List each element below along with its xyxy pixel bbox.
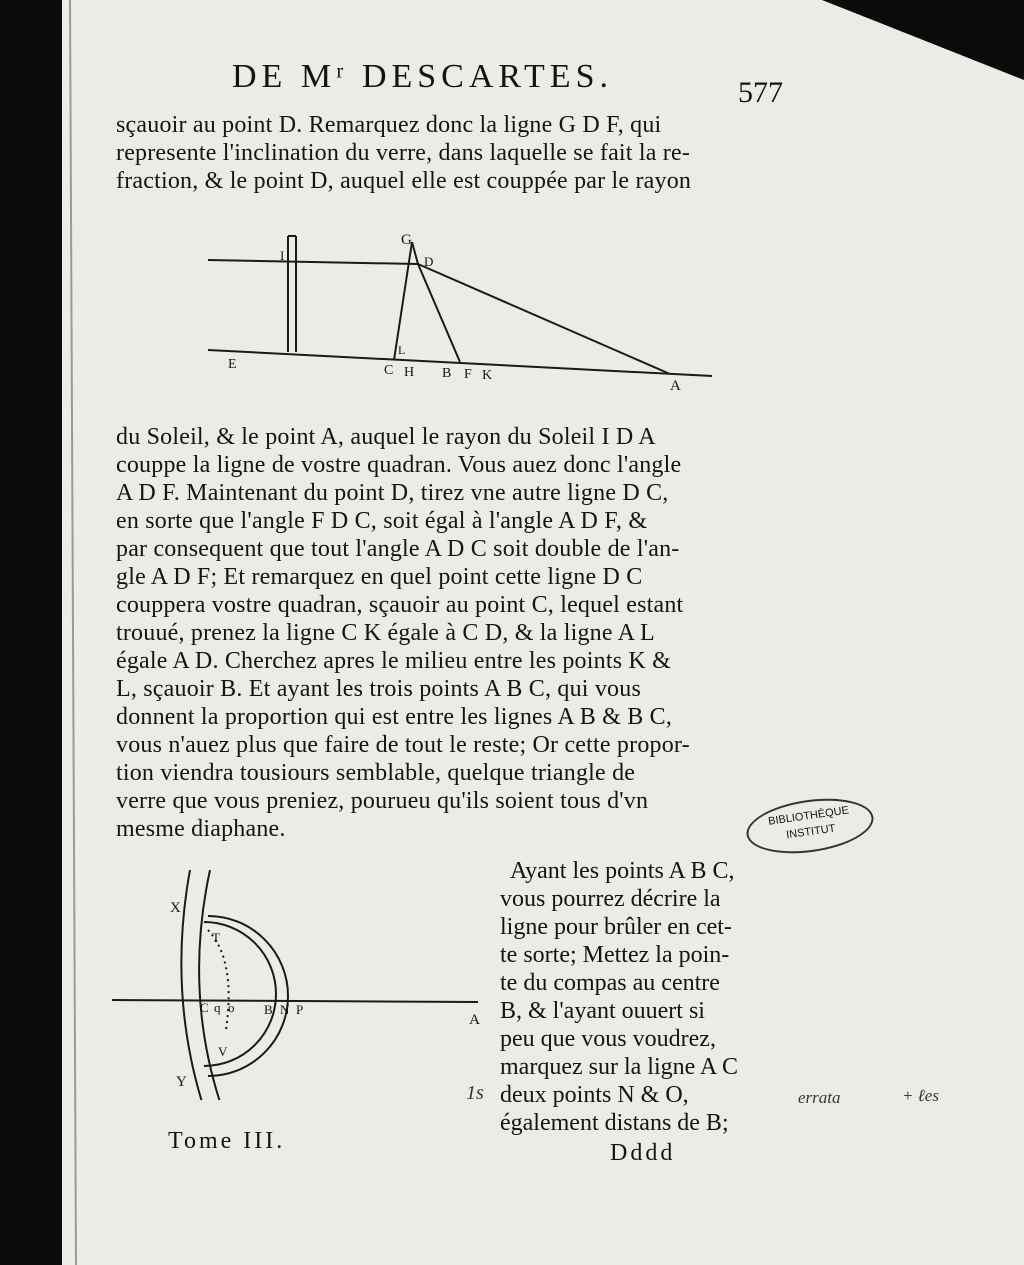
stamp-line-2: INSTITUT bbox=[785, 822, 837, 842]
axis-line-ac bbox=[112, 1000, 478, 1002]
figure-label-e: E bbox=[228, 357, 237, 372]
figure-label-v: V bbox=[218, 1044, 228, 1059]
burning-line-figure bbox=[108, 870, 488, 1100]
signature-mark: Dddd bbox=[610, 1140, 676, 1166]
page-number: 577 bbox=[738, 76, 783, 109]
text-line: verre que vous preniez, pourueu qu'ils soient tous d'vn bbox=[116, 788, 649, 814]
text-line: vous n'auez plus que faire de tout le reste; Or cette propor- bbox=[116, 732, 690, 758]
figure-label-c: C bbox=[200, 1000, 209, 1015]
text-line: sçauoir au point D. Remarquez donc la ligne G D F, qui bbox=[116, 112, 662, 138]
margin-note-errata: errata bbox=[798, 1088, 841, 1107]
text-line: couppe la ligne de vostre quadran. Vous auez donc l'angle bbox=[116, 452, 682, 478]
volume-line: Tome III. bbox=[168, 1128, 286, 1154]
figure-label-i: I bbox=[280, 248, 285, 263]
figure-label-k: K bbox=[482, 368, 493, 383]
text-line: égale A D. Cherchez apres le milieu entre les points K & bbox=[116, 648, 672, 674]
figure-label-y: Y bbox=[176, 1074, 187, 1090]
text-line: fraction, & le point D, auquel elle est couppée par le rayon bbox=[116, 168, 692, 194]
text-line: A D F. Maintenant du point D, tirez vne autre ligne D C, bbox=[116, 480, 669, 506]
side-text-line: te sorte; Mettez la poin- bbox=[500, 942, 730, 968]
sun-ray bbox=[208, 260, 418, 264]
figure-label-f: F bbox=[464, 367, 472, 382]
figure-label-a: A bbox=[670, 378, 681, 392]
dotted-construction bbox=[208, 930, 229, 1030]
figure-label-l: L bbox=[398, 343, 406, 357]
text-line: represente l'inclination du verre, dans laquelle se fait la re- bbox=[116, 140, 691, 166]
side-text-line: deux points N & O, bbox=[500, 1082, 689, 1108]
figure-label-g: G bbox=[401, 232, 412, 248]
figure-label-p: P bbox=[296, 1002, 304, 1017]
side-text-line: ligne pour brûler en cet- bbox=[500, 914, 732, 940]
text-line: tion viendra tousiours semblable, quelque triangle de bbox=[116, 760, 636, 786]
quadrant-line bbox=[208, 350, 712, 376]
text-line: trouué, prenez la ligne C K égale à C D, & la ligne A L bbox=[116, 620, 655, 646]
figure-label-q: q bbox=[214, 1000, 221, 1015]
side-text-line: te du compas au centre bbox=[500, 970, 720, 996]
side-text-line: marquez sur la ligne A C bbox=[500, 1054, 738, 1080]
stamp-line-1: BIBLIOTHÈQUE bbox=[767, 804, 850, 828]
text-line: L, sçauoir B. Et ayant les trois points A B C, qui vous bbox=[116, 676, 641, 702]
figure-label-n: N bbox=[280, 1002, 290, 1017]
book-page bbox=[62, 0, 1024, 1265]
figure-label-b: B bbox=[442, 366, 452, 381]
text-line: en sorte que l'angle F D C, soit égal à l'angle A D F, & bbox=[116, 508, 648, 534]
side-text-line: vous pourrez décrire la bbox=[500, 886, 721, 912]
text-line: par consequent que tout l'angle A D C soit double de l'an- bbox=[116, 536, 680, 562]
text-line: couppera vostre quadran, sçauoir au point C, lequel estant bbox=[116, 592, 684, 618]
side-text-line: également distans de B; bbox=[500, 1110, 729, 1136]
text-line: mesme diaphane. bbox=[116, 816, 286, 842]
text-line: du Soleil, & le point A, auquel le rayon du Soleil I D A bbox=[116, 424, 656, 450]
figure-label-o: o bbox=[228, 1000, 235, 1015]
figure-label-d: D bbox=[424, 254, 434, 269]
text-line: gle A D F; Et remarquez en quel point cette ligne D C bbox=[116, 564, 643, 590]
sun-ray-to-a bbox=[418, 264, 670, 374]
margin-note-mark: + ℓes bbox=[902, 1086, 939, 1105]
margin-note-left: 1s bbox=[466, 1082, 484, 1104]
figure-label-x: X bbox=[170, 900, 181, 916]
figure-label-a: A bbox=[469, 1012, 480, 1028]
side-text-line: B, & l'ayant ouuert si bbox=[500, 998, 705, 1024]
running-head: DE Mʳ DESCARTES. bbox=[232, 58, 613, 95]
refraction-figure bbox=[200, 222, 720, 392]
figure-label-b: B bbox=[264, 1002, 273, 1017]
figure-label-h: H bbox=[404, 365, 415, 380]
figure-label-c: C bbox=[384, 363, 394, 378]
text-line: donnent la proportion qui est entre les lignes A B & B C, bbox=[116, 704, 673, 730]
side-text-line: peu que vous voudrez, bbox=[500, 1026, 716, 1052]
side-text-line: Ayant les points A B C, bbox=[510, 858, 735, 884]
figure-label-t: T bbox=[212, 930, 220, 945]
